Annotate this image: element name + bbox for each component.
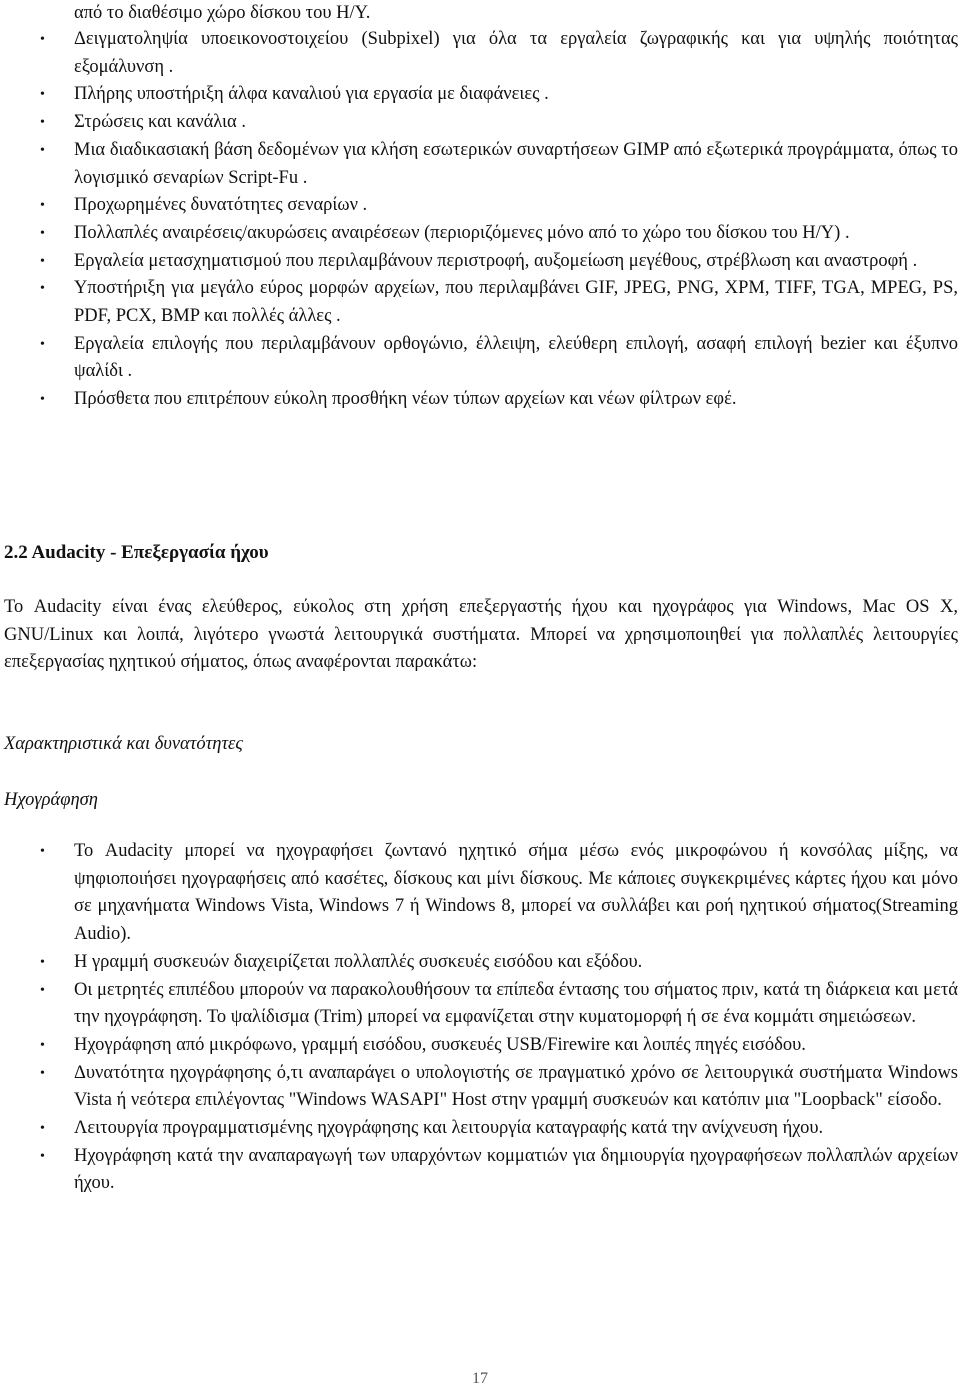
bullet-icon: •	[40, 198, 45, 214]
list-item-text: Στρώσεις και κανάλια .	[74, 112, 246, 133]
page-number: 17	[472, 1370, 488, 1387]
list-item-text: Ηχογράφηση κατά την αναπαραγωγή των υπαρχόντων κομματιών για δημιουργία ηχογραφήσεων πολλαπλών αρχείων ήχου.	[74, 1145, 958, 1194]
list-item	[0, 1115, 958, 1143]
list-item-text: Πολλαπλές αναιρέσεις/ακυρώσεις αναιρέσεων (περιοριζόμενες μόνο από το χώρο του δίσκου του Η/Υ) .	[74, 222, 850, 243]
list-item	[0, 331, 958, 386]
list-item	[0, 248, 958, 276]
intro-paragraph: Το Audacity είναι ένας ελεύθερος, εύκολος στη χρήση επεξεργαστής ήχου και ηχογράφος για Windows, Mac OS X, GNU/Linux και λοιπά, λιγότερο γνωστά λειτουργικά συστήματα. Μπορεί να χρησιμοποιηθεί για πολλαπλές λειτουργίες επεξεργασίας ηχητικού σήματος, όπως αναφέρονται παρακάτω:	[4, 597, 958, 673]
bullet-icon: •	[40, 142, 45, 158]
list-item	[0, 1032, 958, 1060]
list-item-text: Εργαλεία μετασχηματισμού που περιλαμβάνουν περιστροφή, αυξομείωση μεγέθους, στρέβλωση και αναστροφή .	[74, 250, 918, 271]
list-item-text: Δειγματοληψία υποεικονοστοιχείου (Subpixel) για όλα τα εργαλεία ζωγραφικής και για υψηλής ποιότητας εξομάλυνση .	[74, 29, 958, 77]
list-item-text: Μια διαδικασιακή βάση δεδομένων για κλήση εσωτερικών συναρτήσεων GIMP από εξωτερικά προγράμματα, όπως το λογισμικό σεναρίων Script-Fu .	[74, 139, 958, 188]
bullet-icon: •	[40, 1065, 45, 1081]
bullet-icon: •	[40, 225, 45, 241]
list-item	[0, 1143, 958, 1198]
recording-features-list	[0, 838, 958, 1198]
continuation-line: από το διαθέσιμο χώρο δίσκου του Η/Υ.	[74, 3, 371, 23]
list-item-text: Πλήρης υποστήριξη άλφα καναλιού για εργασία με διαφάνειες .	[74, 84, 549, 105]
list-item-text: Υποστήριξη για μεγάλο εύρος μορφών αρχείων, που περιλαμβάνει GIF, JPEG, PNG, XPM, TIFF, TGA, MPEG, PS, PDF, PCX, BMP και πολλές άλλες .	[74, 278, 958, 327]
list-item-text: Η γραμμή συσκευών διαχειρίζεται πολλαπλές συσκευές εισόδου και εξόδου.	[74, 951, 643, 972]
list-item	[0, 220, 958, 248]
list-item	[0, 109, 958, 137]
gimp-features-list	[0, 26, 958, 414]
list-item	[0, 977, 958, 1032]
list-item-text: Οι μετρητές επιπέδου μπορούν να παρακολουθήσουν τα επίπεδα έντασης του σήματος πριν, κατά τη διάρκεια και μετά την ηχογράφηση. Το ψαλίδισμα (Trim) μπορεί να εμφανίζεται στην κυματομορφή ή σε ένα κομμάτι σημειώσεων.	[74, 979, 958, 1028]
list-item	[0, 386, 958, 414]
bullet-icon: •	[40, 1121, 45, 1137]
list-item-text: Ηχογράφηση από μικρόφωνο, γραμμή εισόδου, συσκευές USB/Firewire και λοιπές πηγές εισόδου.	[74, 1034, 806, 1055]
bullet-icon: •	[40, 1037, 45, 1053]
list-item-text: Πρόσθετα που επιτρέπουν εύκολη προσθήκη νέων τύπων αρχείων και νέων φίλτρων εφέ.	[74, 389, 737, 410]
list-item	[0, 949, 958, 977]
bullet-icon: •	[40, 982, 45, 998]
list-item	[0, 1060, 958, 1115]
bullet-icon: •	[40, 392, 45, 408]
list-item-text: Λειτουργία προγραμματισμένης ηχογράφησης και λειτουργία καταγραφής κατά την ανίχνευση ήχου.	[74, 1118, 824, 1139]
bullet-icon: •	[40, 253, 45, 269]
list-item	[0, 275, 958, 330]
list-item-text: Το Audacity μπορεί να ηχογραφήσει ζωντανό ηχητικό σήμα μέσω ενός μικροφώνου ή κονσόλας μίξης, να ψηφιοποιήσει ηχογραφήσεις από κασέτες, δίσκους και μίνι δίσκους. Με κάποιες συγκεκριμένες κάρτες ήχου και μόνο σε μηχανήματα Windows Vista, Windows 7 ή Windows 8, μπορεί να συλλάβει και ροή ηχητικού σήματος(Streaming Audio).	[74, 841, 958, 945]
list-item-text: Προχωρημένες δυνατότητες σεναρίων .	[74, 195, 368, 216]
list-item	[0, 81, 958, 109]
list-item-text: Δυνατότητα ηχογράφησης ό,τι αναπαράγει ο υπολογιστής σε πραγματικό χρόνο σε λειτουργικά συστήματα Windows Vista ή νεότερα επιλέγοντας "Windows WASAPI" Host στην γραμμή συσκευών και κατόπιν μια "Loopback" είσοδο.	[74, 1062, 958, 1111]
list-item	[0, 192, 958, 220]
bullet-icon: •	[40, 1148, 45, 1164]
bullet-icon: •	[40, 87, 45, 103]
list-item	[0, 137, 958, 192]
list-item-text: Εργαλεία επιλογής που περιλαμβάνουν ορθογώνιο, έλλειψη, ελεύθερη επιλογή, ασαφή επιλογή bezier και έξυπνο ψαλίδι .	[74, 333, 958, 382]
list-item	[0, 26, 958, 81]
section-heading: 2.2 Audacity - Επεξεργασία ήχου	[4, 542, 269, 563]
bullet-icon: •	[40, 844, 45, 859]
subheading-features: Χαρακτηριστικά και δυνατότητες	[4, 734, 243, 754]
bullet-icon: •	[40, 32, 45, 47]
bullet-icon: •	[40, 954, 45, 970]
subheading-recording: Ηχογράφηση	[4, 790, 98, 810]
bullet-icon: •	[40, 336, 45, 352]
bullet-icon: •	[40, 115, 45, 131]
list-item	[0, 838, 958, 949]
bullet-icon: •	[40, 281, 45, 297]
